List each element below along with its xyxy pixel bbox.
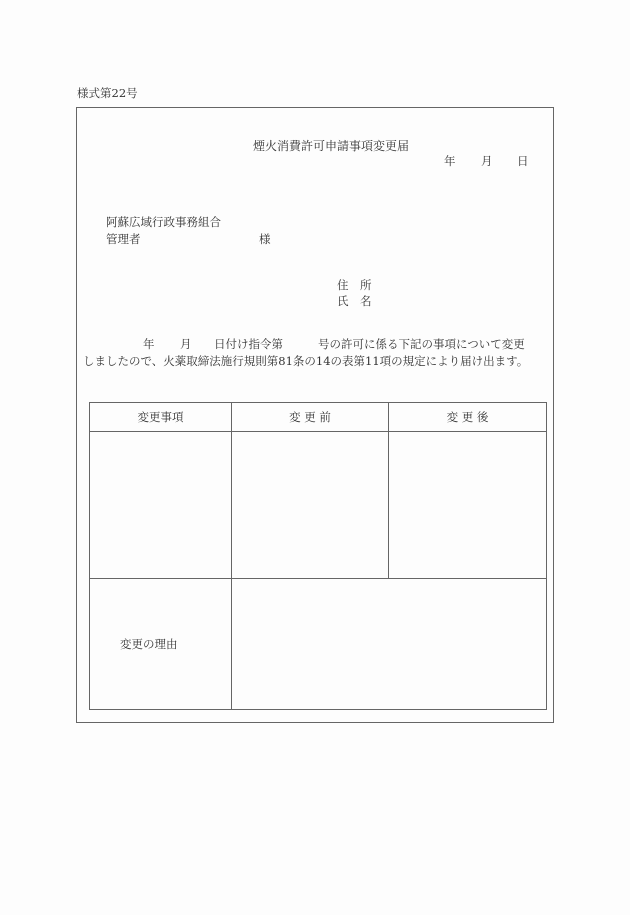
applicant-address-label: 住 所 xyxy=(337,278,372,292)
statement-day-order: 日付け指令第 xyxy=(214,337,283,351)
reason-row xyxy=(90,579,547,710)
reason-cell[interactable] xyxy=(232,579,547,710)
change-item-cell[interactable] xyxy=(90,432,232,579)
reason-label: 変更の理由 xyxy=(90,579,232,710)
statement-line-2: しましたので、火薬取締法施行規則第81条の14の表第11項の規定により届け出ます。 xyxy=(83,354,529,368)
statement-month: 月 xyxy=(180,337,192,351)
addressee-title: 管理者 xyxy=(106,232,141,246)
table-header-row xyxy=(90,403,547,432)
before-cell[interactable] xyxy=(232,432,389,579)
table-row xyxy=(90,432,547,579)
header-change-item: 変更事項 xyxy=(90,403,232,432)
date-year-label: 年 xyxy=(444,154,456,168)
header-before: 変 更 前 xyxy=(232,403,389,432)
statement-permit-text: 号の許可に係る下記の事項について変更 xyxy=(318,337,525,351)
applicant-name-label: 氏 名 xyxy=(337,294,372,308)
form-number: 様式第22号 xyxy=(77,86,138,100)
form-title: 煙火消費許可申請事項変更届 xyxy=(253,139,410,153)
after-cell[interactable] xyxy=(389,432,547,579)
statement-year: 年 xyxy=(143,337,155,351)
addressee-honorific: 様 xyxy=(259,232,271,246)
date-month-label: 月 xyxy=(481,154,493,168)
addressee-organization: 阿蘇広域行政事務組合 xyxy=(106,215,221,229)
date-day-label: 日 xyxy=(517,154,529,168)
change-table xyxy=(89,402,543,708)
header-after: 変 更 後 xyxy=(389,403,547,432)
